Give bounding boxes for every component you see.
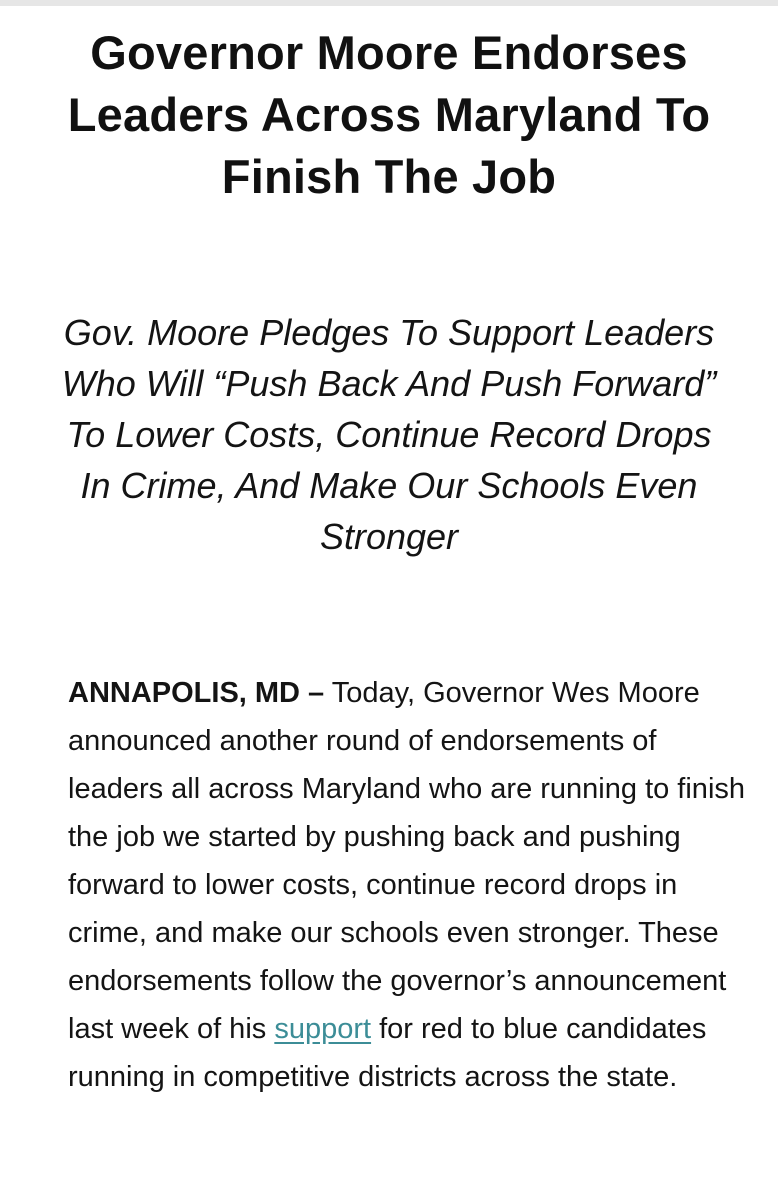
top-edge-bar	[0, 0, 778, 6]
article-body-paragraph	[68, 669, 748, 1101]
article-headline: Governor Moore Endorses Leaders Across Maryland To Finish The Job	[67, 26, 711, 203]
support-link[interactable]: support	[274, 1013, 372, 1045]
body-text-before-link: Today, Governor Wes Moore announced another round of endorsements of leaders all across Maryland who are running to finish the job we started by pushing back and pushing forward to lower costs, continue record drops in crime, and make our schools even stronger. These endorsements follow the governor’s announcement last week of his	[68, 677, 746, 1045]
body-text-after-link: for red to blue candidates running in competitive districts across the state.	[68, 1013, 707, 1093]
article-dateline: ANNAPOLIS, MD –	[68, 677, 325, 709]
article-subheadline: Gov. Moore Pledges To Support Leaders Who Will “Push Back And Push Forward” To Lower Costs, Continue Record Drops In Crime, And Make Our Schools Even Stronger	[61, 312, 717, 557]
